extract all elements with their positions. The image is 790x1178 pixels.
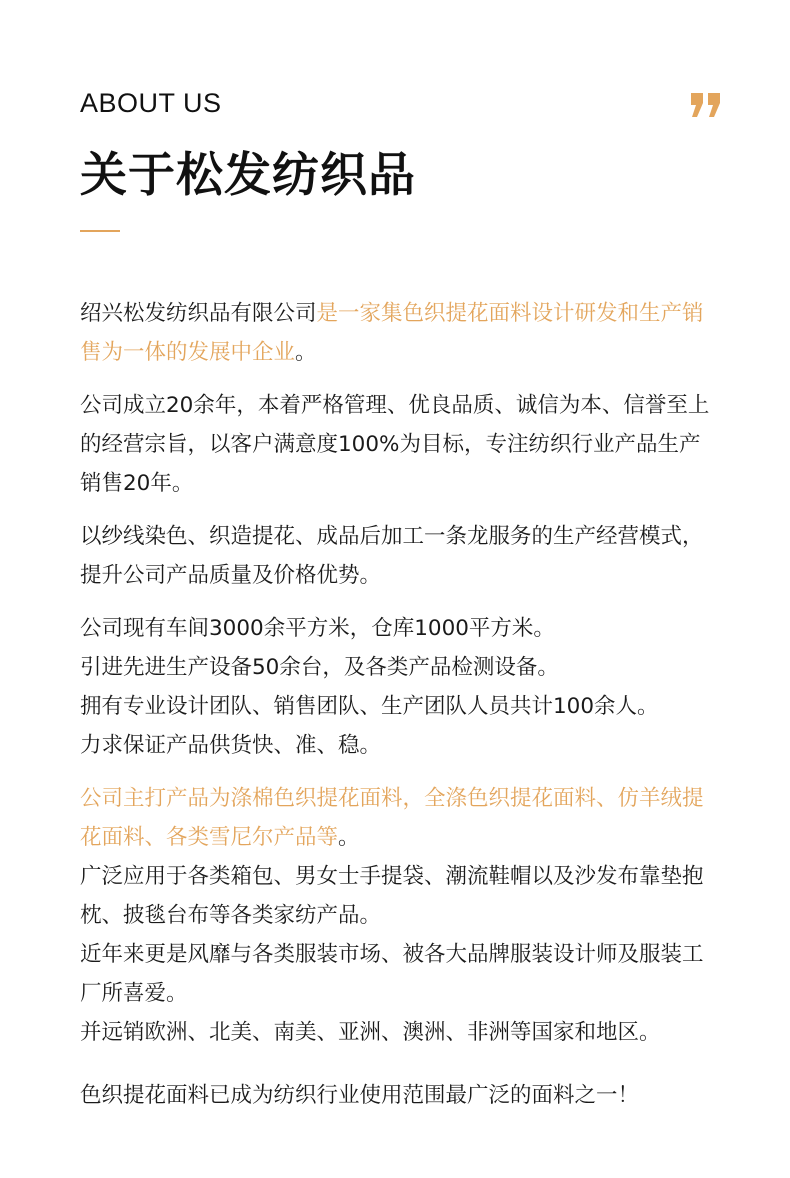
products-highlight: 公司主打产品为涤棉色织提花面料，全涤色织提花面料、仿羊绒提花面料、各类雪尼尔产品等	[80, 786, 704, 850]
facility-line: 引进先进生产设备50余台，及各类产品检测设备。	[80, 655, 559, 680]
about-content	[80, 294, 720, 1115]
intro-highlight: 是一家集色织提花面料设计研发和生产销售为一体的发展中企业	[80, 301, 704, 365]
service-paragraph: 以纱线染色、织造提花、成品后加工一条龙服务的生产经营模式，提升公司产品质量及价格优势。	[80, 524, 704, 588]
facility-line: 拥有专业设计团队、销售团队、生产团队人员共计100余人。	[80, 694, 659, 719]
products-end: 。	[338, 825, 360, 850]
quote-icon	[690, 92, 722, 118]
eyebrow-label: ABOUT US	[80, 88, 222, 118]
products-paragraph	[80, 779, 720, 857]
closing-line: 色织提花面料已成为纺织行业使用范围最广泛的面料之一！	[80, 1083, 640, 1108]
application-line: 广泛应用于各类箱包、男女士手提袋、潮流鞋帽以及沙发布靠垫抱枕、披毯台布等各类家纺产品。	[80, 864, 704, 928]
application-line: 近年来更是风靡与各类服装市场、被各大品牌服装设计师及服装工厂所喜爱。	[80, 942, 704, 1006]
application-line: 并远销欧洲、北美、南美、亚洲、澳洲、非洲等国家和地区。	[80, 1020, 661, 1045]
history-paragraph: 公司成立20余年，本着严格管理、优良品质、诚信为本、信誉至上的经营宗旨，以客户满意度100%为目标，专注纺织行业产品生产销售20年。	[80, 393, 710, 496]
company-name: 绍兴松发纺织品有限公司	[80, 301, 317, 326]
facility-line: 公司现有车间3000余平方米，仓库1000平方米。	[80, 616, 555, 641]
intro-paragraph	[80, 294, 720, 372]
intro-end: 。	[295, 340, 317, 365]
page-title: 关于松发纺织品	[80, 148, 416, 203]
accent-divider	[80, 230, 120, 232]
facility-line: 力求保证产品供货快、准、稳。	[80, 733, 382, 758]
